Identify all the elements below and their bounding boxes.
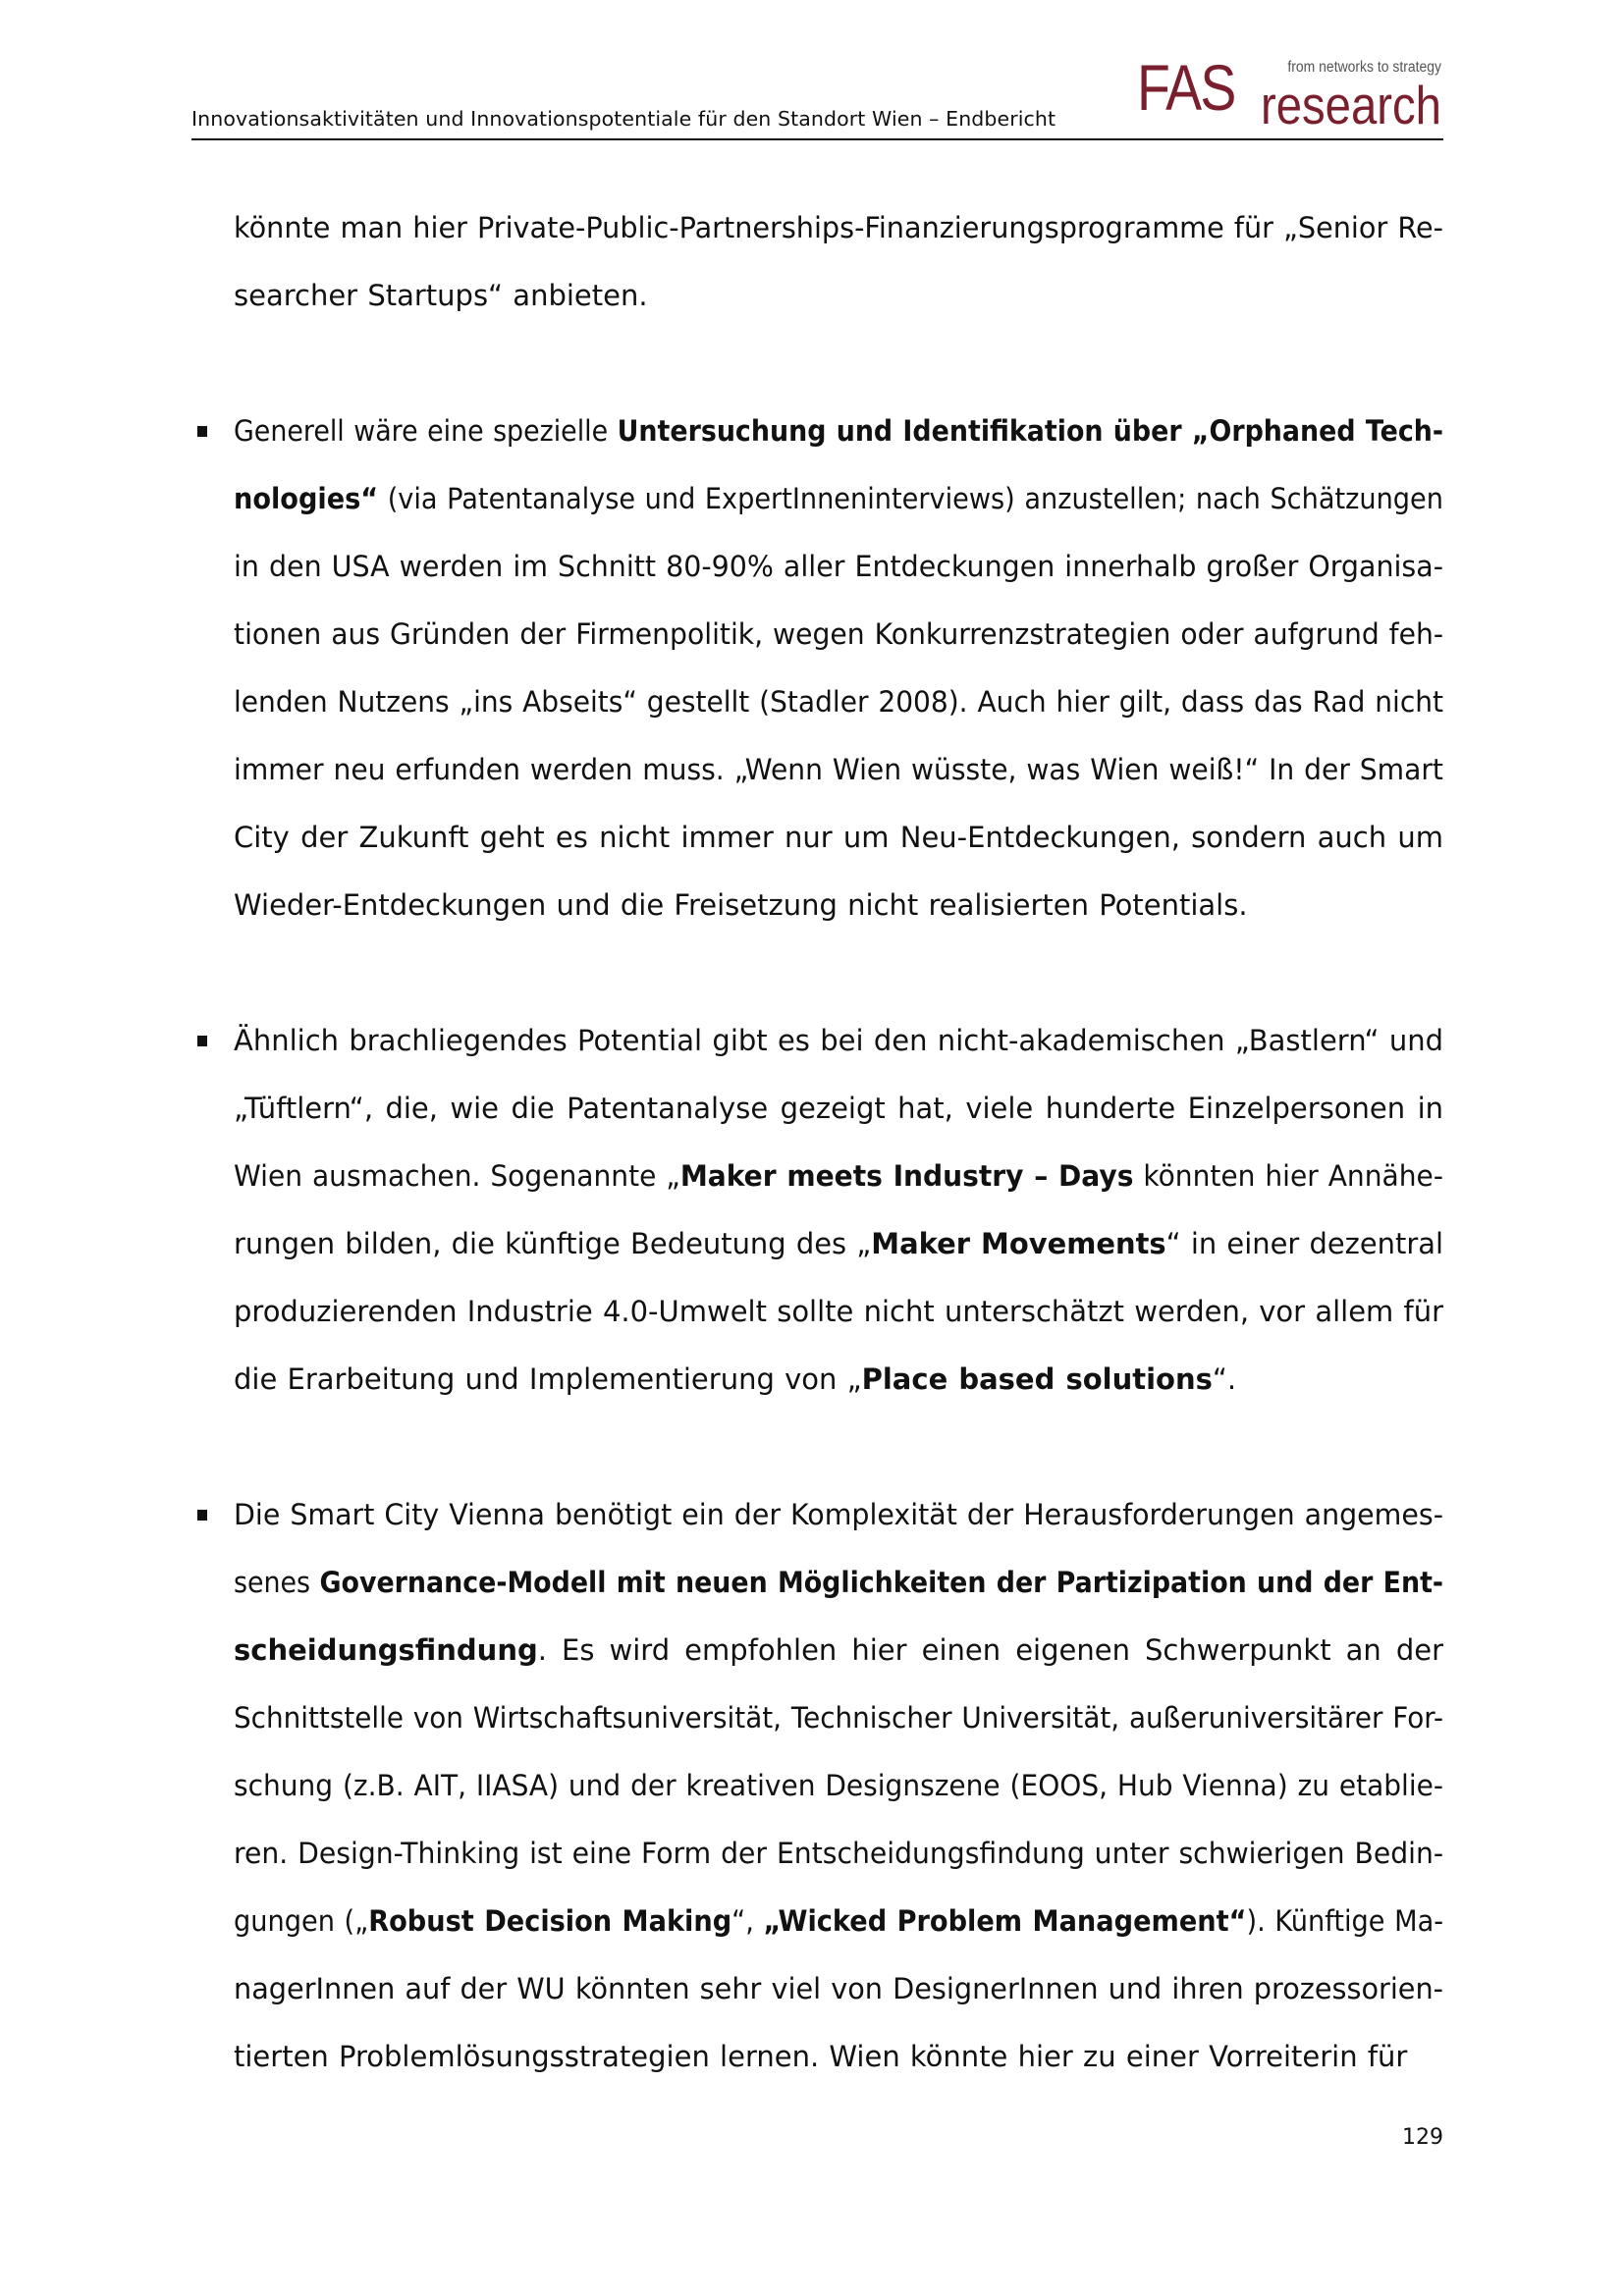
text-line (234, 1210, 1444, 1278)
header-divider (191, 138, 1443, 140)
text-run: immer neu erfunden werden muss. „Wenn Wien wüsste, was Wien weiß!“ In der Smart (234, 753, 1443, 786)
text-run: könnten hier Annähe- (1133, 1159, 1443, 1193)
text-run: Ähnlich brachliegendes Potential gibt es bei den nicht-akademischen „Bastlern“ und (234, 1024, 1443, 1057)
text-line (234, 1278, 1443, 1346)
text-run: in den USA werden im Schnitt 80-90% aller Entdeckungen innerhalb großer Organisa- (234, 550, 1443, 583)
bold-text-run: Maker Movements (871, 1227, 1166, 1260)
bullet-marker (197, 426, 207, 437)
text-run: “, (731, 1904, 764, 1938)
text-run: City der Zukunft geht es nicht immer nur um Neu-Entdeckungen, sondern auch um (234, 821, 1443, 854)
text-run: tierten Problemlösungsstrategien lernen. Wien könnte hier zu einer Vorreiterin für (234, 2040, 1408, 2073)
text-line (234, 398, 1444, 465)
text-run: tionen aus Gründen der Firmenpolitik, wegen Konkurrenzstrategien oder aufgrund feh- (234, 617, 1444, 651)
text-run: Die Smart City Vienna benötigt ein der Komplexität der Herausforderungen angemes- (234, 1498, 1444, 1531)
bold-text-run: Untersuchung und Identifikation über „Orphaned Tech- (617, 414, 1444, 448)
text-line (234, 533, 1443, 601)
bold-text-run: „Wicked Problem Management“ (763, 1904, 1247, 1938)
text-line (234, 1752, 1444, 1820)
text-line (234, 465, 1443, 533)
text-line (234, 872, 1443, 939)
text-line (234, 1481, 1444, 1549)
bold-text-run: Maker meets Industry – Days (679, 1159, 1134, 1193)
body-text (234, 194, 1443, 2159)
logo-word: research (1260, 75, 1441, 135)
page-number: 129 (1402, 2125, 1443, 2150)
bullet-item-maker-movement (234, 1007, 1443, 1414)
bold-text-run: Place based solutions (861, 1362, 1213, 1396)
text-line (234, 1346, 1443, 1414)
text-run: gungen („ (234, 1904, 369, 1938)
text-line (234, 601, 1444, 668)
text-line (234, 736, 1443, 804)
text-run: senes (234, 1566, 320, 1599)
logo-tagline: from networks to strategy (1287, 59, 1441, 76)
text-run: produzierenden Industrie 4.0-Umwelt sollte nicht unterschätzt werden, vor allem für (234, 1295, 1444, 1328)
text-line (234, 1007, 1443, 1075)
text-run: ren. Design-Thinking ist eine Form der Entscheidungsfindung unter schwierigen Bedin- (234, 1837, 1444, 1870)
text-line (234, 804, 1443, 872)
text-run: die Erarbeitung und Implementierung von „ (234, 1362, 862, 1396)
continuation-paragraph (234, 194, 1443, 330)
text-run: Generell wäre eine spezielle (234, 414, 618, 448)
text-run: . Es wird empfohlen hier einen eigenen Schwerpunkt an der (537, 1633, 1444, 1667)
text-line (234, 1888, 1444, 1955)
text-run: Wien ausmachen. Sogenannte „ (234, 1159, 680, 1193)
text-line (234, 262, 1443, 330)
bold-text-run: scheidungsfindung (234, 1633, 538, 1667)
text-line (234, 194, 1444, 262)
text-run: schung (z.B. AIT, IIASA) und der kreativen Designszene (EOOS, Hub Vienna) zu etablie- (234, 1769, 1444, 1802)
text-run: Wieder-Entdeckungen und die Freisetzung nicht realisierten Potentials. (234, 888, 1248, 922)
logo-brand: FAS (1137, 51, 1235, 124)
bold-text-run: Robust Decision Making (368, 1904, 732, 1938)
text-run: nagerInnen auf der WU könnten sehr viel von DesignerInnen und ihren prozessorien- (234, 1972, 1444, 2005)
bullet-marker (197, 1510, 207, 1521)
bullet-item-governance-model (234, 1481, 1443, 2091)
text-run: “. (1212, 1362, 1237, 1396)
bold-text-run: Governance-Modell mit neuen Möglichkeiten der Partizipation und der Ent- (319, 1566, 1444, 1599)
fas-research-logo (1137, 51, 1441, 135)
text-line (234, 1075, 1443, 1143)
text-run: könnte man hier Private-Public-Partnerships-Finanzierungsprogramme für „Senior Re- (234, 211, 1444, 244)
text-line (234, 1820, 1444, 1888)
text-run: rungen bilden, die künftige Bedeutung des „ (234, 1227, 872, 1260)
text-line (234, 1955, 1444, 2023)
text-run: (via Patentanalyse und ExpertInneninterviews) anzustellen; nach Schätzungen (378, 482, 1443, 515)
bullet-marker (197, 1036, 207, 1046)
text-line (234, 2023, 1443, 2091)
bullet-item-orphaned-technologies (234, 398, 1443, 939)
bold-text-run: nologies“ (234, 482, 379, 515)
text-run: ). Künftige Ma- (1246, 1904, 1444, 1938)
text-run: “ in einer dezentral (1165, 1227, 1444, 1260)
text-run: lenden Nutzens „ins Abseits“ gestellt (Stadler 2008). Auch hier gilt, dass das Rad nicht (234, 685, 1444, 719)
text-run: Schnittstelle von Wirtschaftsuniversität, Technischer Universität, außeruniversitärer For- (234, 1701, 1444, 1735)
text-run: searcher Startups“ anbieten. (234, 279, 648, 312)
report-title: Innovationsaktivitäten und Innovationspotentiale für den Standort Wien – Endbericht (191, 107, 1056, 131)
text-line (234, 1143, 1443, 1210)
text-line (234, 1549, 1444, 1617)
text-run: „Tüftlern“, die, wie die Patentanalyse gezeigt hat, viele hunderte Einzelpersonen in (234, 1092, 1444, 1125)
text-line (234, 668, 1444, 736)
text-line (234, 1684, 1444, 1752)
text-line (234, 1617, 1443, 1684)
page-header (191, 49, 1443, 140)
